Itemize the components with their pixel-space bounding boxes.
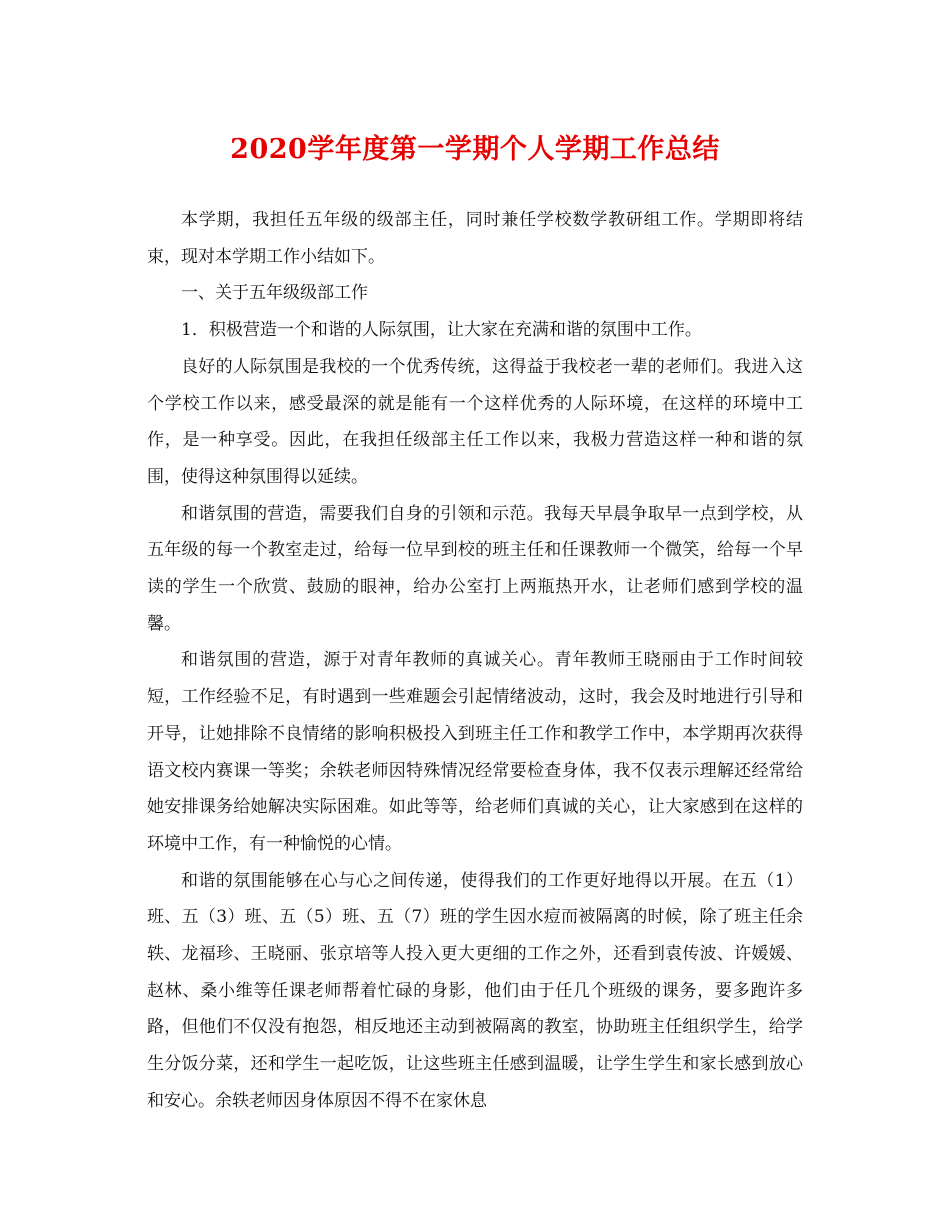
document-title: 2020学年度第一学期个人学期工作总结 xyxy=(230,134,720,165)
subsection-heading: 1．积极营造一个和谐的人际氛围，让大家在充满和谐的氛围中工作。 xyxy=(181,320,702,341)
paragraph: 和谐的氛围能够在心与心之间传递，使得我们的工作更好地得以开展。在五（1）班、五（3）班、五（5）班、五（7）班的学生因水痘而被隔离的时候，除了班主任余轶、龙福珍、王晓丽、张京培等人投入更大更细的工作之外，还看到袁传波、许媛媛、赵林、桑小维等任课老师帮着忙碌的身影，他们由于任几个班级的课务，要多跑许多路，但他们不仅没有抱怨，相反地还主动到被隔离的教室，协助班主任组织学生，给学生分饭分菜，还和学生一起吃饭，让这些班主任感到温暖，让学生学生和家长感到放心和安心。余轶老师因身体原因不得不在家休息 xyxy=(147,870,803,1111)
section-heading: 一、关于五年级级部工作 xyxy=(181,283,368,304)
document-body xyxy=(147,202,803,1120)
paragraph: 和谐氛围的营造，源于对青年教师的真诚关心。青年教师王晓丽由于工作时间较短，工作经验不足，有时遇到一些难题会引起情绪波动，这时，我会及时地进行引导和开导，让她排除不良情绪的影响积极投入到班主任工作和教学工作中，本学期再次获得语文校内赛课一等奖；余轶老师因特殊情况经常要检查身体，我不仅表示理解还经常给她安排课务给她解决实际困难。如此等等，给老师们真诚的关心，让大家感到在这样的环境中工作，有一种愉悦的心情。 xyxy=(147,650,803,854)
paragraph-intro: 本学期，我担任五年级的级部主任，同时兼任学校数学教研组工作。学期即将结束，现对本学期工作小结如下。 xyxy=(147,210,803,267)
paragraph: 良好的人际氛围是我校的一个优秀传统，这得益于我校老一辈的老师们。我进入这个学校工作以来，感受最深的就是能有一个这样优秀的人际环境，在这样的环境中工作，是一种享受。因此，在我担任级部主任工作以来，我极力营造这样一种和谐的氛围，使得这种氛围得以延续。 xyxy=(147,356,803,487)
paragraph: 和谐氛围的营造，需要我们自身的引领和示范。我每天早晨争取早一点到学校，从五年级的每一个教室走过，给每一位早到校的班主任和任课教师一个微笑，给每一个早读的学生一个欣赏、鼓励的眼神，给办公室打上两瓶热开水，让老师们感到学校的温馨。 xyxy=(147,503,803,634)
